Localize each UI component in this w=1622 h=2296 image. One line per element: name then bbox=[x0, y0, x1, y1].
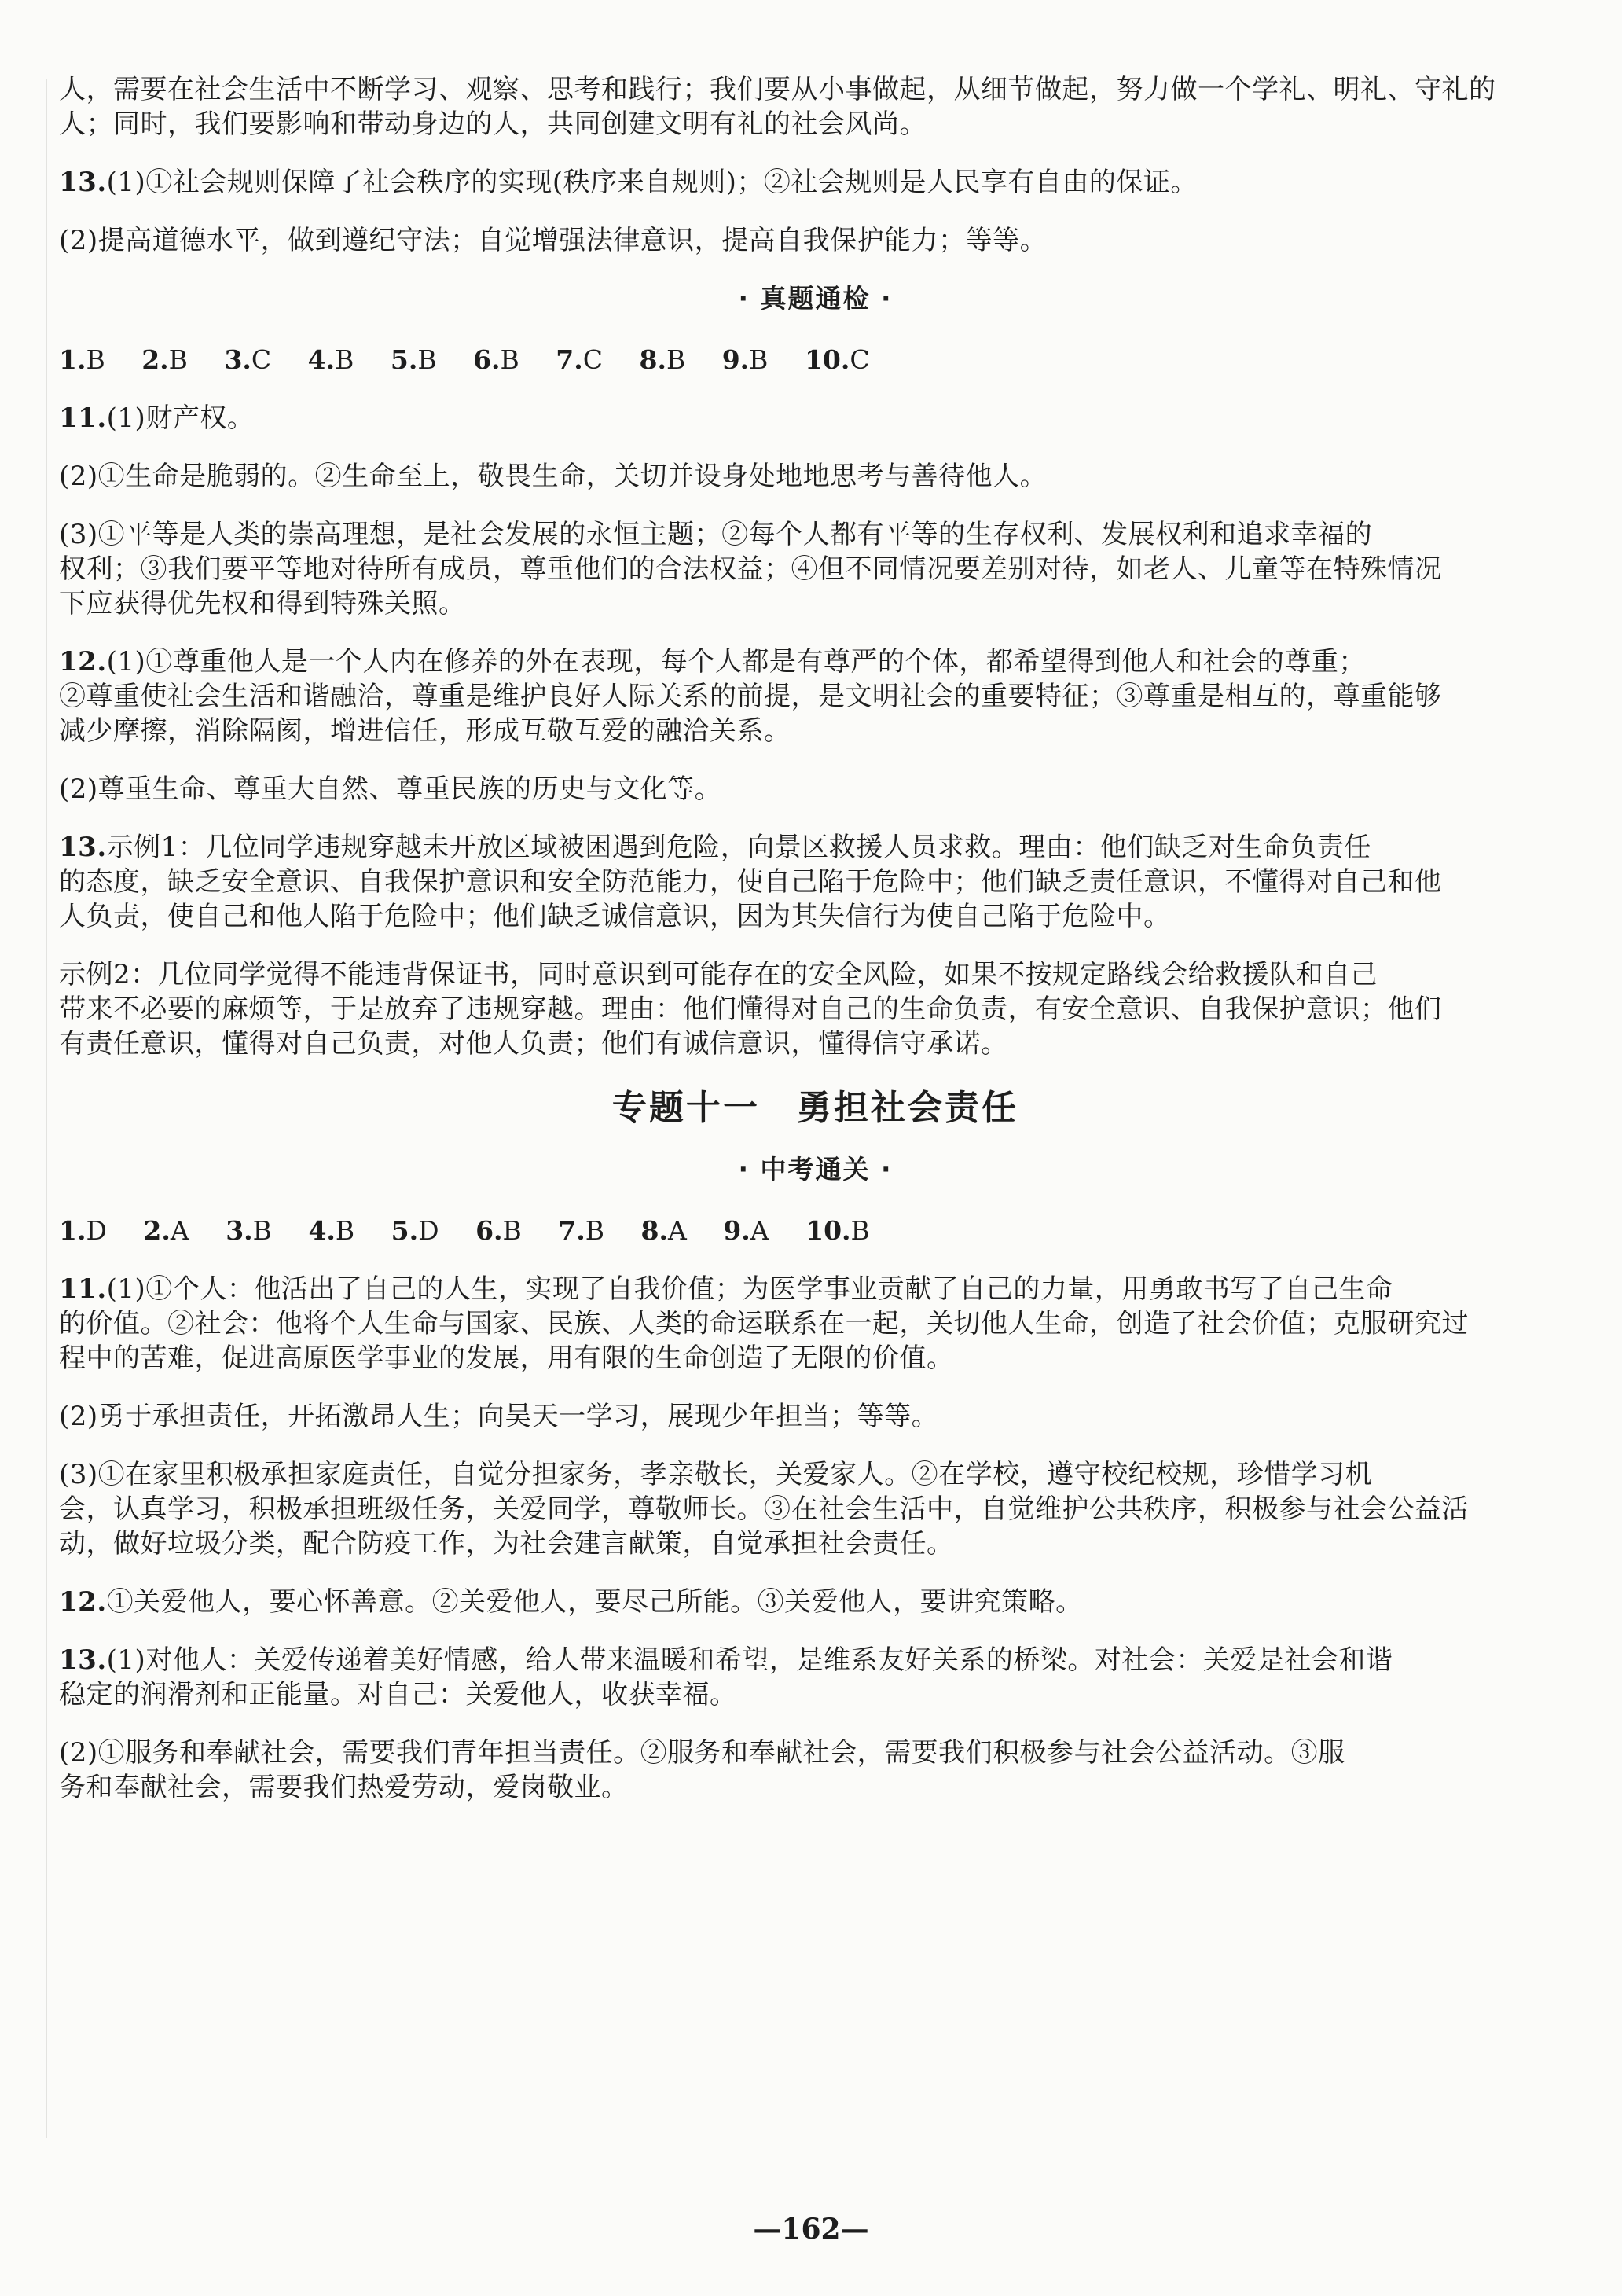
text-line: (3)①在家里积极承担家庭责任，自觉分担家务，孝亲敬长，关爱家人。②在学校，遵守校纪校规，珍惜学习机 bbox=[59, 1459, 1373, 1490]
choice-letter: B bbox=[666, 344, 686, 375]
choice-number: 6. bbox=[473, 344, 501, 375]
text-line bbox=[59, 165, 1572, 200]
answer-paragraph bbox=[59, 1399, 1572, 1434]
choice-number: 10. bbox=[805, 1215, 851, 1246]
choice-number: 7. bbox=[556, 344, 583, 375]
question-12-block bbox=[59, 645, 1572, 748]
answer-text: ①关爱他人，要心怀善意。②关爱他人，要尽己所能。③关爱他人，要讲究策略。 bbox=[106, 1586, 1083, 1618]
choice-answer bbox=[308, 1214, 354, 1248]
text-line bbox=[59, 401, 1572, 435]
text-line: (2)提高道德水平，做到遵纪守法；自觉增强法律意识，提高自我保护能力；等等。 bbox=[59, 225, 1048, 256]
choice-letter: B bbox=[86, 344, 105, 375]
choice-letter: C bbox=[251, 344, 272, 375]
choice-number: 6. bbox=[475, 1215, 503, 1246]
choice-answer bbox=[473, 343, 519, 377]
choice-number: 2. bbox=[141, 344, 169, 375]
choice-number: 8. bbox=[639, 344, 666, 375]
choice-answer bbox=[391, 343, 437, 377]
page-number: —162— bbox=[753, 2213, 869, 2246]
text-line: 人；同时，我们要影响和带动身边的人，共同创建文明有礼的社会风尚。 bbox=[59, 108, 927, 140]
choice-letter: A bbox=[170, 1215, 189, 1246]
choice-letter: B bbox=[500, 344, 519, 375]
answer-paragraph bbox=[59, 517, 1572, 621]
question-number: 13. bbox=[59, 1644, 107, 1676]
text-line: 务和奉献社会，需要我们热爱劳动，爱岗敬业。 bbox=[59, 1772, 629, 1803]
choice-answer bbox=[805, 343, 870, 377]
choice-answer bbox=[224, 343, 271, 377]
choice-number: 8. bbox=[640, 1215, 668, 1246]
choice-answer bbox=[475, 1214, 522, 1248]
question-12-block bbox=[59, 1585, 1572, 1619]
question-number: 12. bbox=[59, 646, 107, 678]
text-line: 会，认真学习，积极承担班级任务，关爱同学，尊敬师长。③在社会生活中，自觉维护公共秩序，积极参与社会公益活 bbox=[59, 1493, 1469, 1525]
choice-answer bbox=[723, 1214, 769, 1248]
text-line: 减少摩擦，消除隔阂，增进信任，形成互敬互爱的融洽关系。 bbox=[59, 715, 791, 747]
text-line: 动，做好垃圾分类，配合防疫工作，为社会建言献策，自觉承担社会责任。 bbox=[59, 1528, 954, 1559]
choice-number: 9. bbox=[723, 1215, 750, 1246]
choice-answer bbox=[141, 343, 188, 377]
choice-letter: D bbox=[86, 1215, 107, 1246]
text-line: (3)①平等是人类的崇高理想，是社会发展的永恒主题；②每个人都有平等的生存权利、发展权利和追求幸福的 bbox=[59, 519, 1373, 550]
choice-answer bbox=[558, 1214, 604, 1248]
choice-letter: A bbox=[750, 1215, 769, 1246]
question-13-block bbox=[59, 830, 1572, 934]
choice-number: 4. bbox=[308, 1215, 336, 1246]
section-heading: · 真题通检 · bbox=[738, 283, 893, 314]
text-line: ②尊重使社会生活和谐融洽，尊重是维护良好人际关系的前提，是文明社会的重要特征；③尊重是相互的，尊重能够 bbox=[59, 681, 1442, 712]
question-number: 11. bbox=[59, 1273, 107, 1305]
question-13-block bbox=[59, 165, 1572, 200]
choice-number: 10. bbox=[804, 344, 850, 375]
choice-letter: B bbox=[252, 1215, 272, 1246]
answer-text: (1)财产权。 bbox=[106, 402, 255, 434]
choice-letter: A bbox=[667, 1215, 687, 1246]
choice-answers-row bbox=[59, 1214, 1572, 1248]
choice-number: 7. bbox=[558, 1215, 585, 1246]
choice-answer bbox=[143, 1214, 189, 1248]
choice-letter: B bbox=[168, 344, 188, 375]
text-line: (2)①生命是脆弱的。②生命至上，敬畏生命，关切并设身处地地思考与善待他人。 bbox=[59, 461, 1048, 492]
text-line: 下应获得优先权和得到特殊关照。 bbox=[59, 588, 466, 619]
text-line bbox=[59, 830, 1572, 865]
margin-rule bbox=[46, 79, 47, 2138]
text-line: 程中的苦难，促进高原医学事业的发展，用有限的生命创造了无限的价值。 bbox=[59, 1343, 954, 1374]
choice-number: 5. bbox=[391, 1215, 419, 1246]
answer-paragraph bbox=[59, 957, 1572, 1061]
choice-number: 9. bbox=[721, 344, 750, 375]
text-line: 稳定的润滑剂和正能量。对自己：关爱他人，收获幸福。 bbox=[59, 1679, 737, 1710]
text-line: 权利；③我们要平等地对待所有成员，尊重他们的合法权益；④但不同情况要差别对待，如老人、儿童等在特殊情况 bbox=[59, 553, 1442, 585]
answer-paragraph bbox=[59, 223, 1572, 258]
text-line bbox=[59, 1643, 1572, 1677]
text-line: (2)尊重生命、尊重大自然、尊重民族的历史与文化等。 bbox=[59, 773, 722, 805]
answer-text: (1)①社会规则保障了社会秩序的实现(秩序来自规则)；②社会规则是人民享有自由的保证。 bbox=[106, 167, 1198, 198]
answer-text: (1)①个人：他活出了自己的人生，实现了自我价值；为医学事业贡献了自己的力量，用勇敢书写了自己生命 bbox=[106, 1273, 1393, 1305]
choice-number: 3. bbox=[224, 344, 251, 375]
answer-page bbox=[59, 72, 1572, 1828]
choice-number: 3. bbox=[226, 1215, 253, 1246]
question-13-block bbox=[59, 1643, 1572, 1712]
choice-answer bbox=[805, 1214, 870, 1248]
answer-text: (1)①尊重他人是一个人内在修养的外在表现，每个人都是有尊严的个体，都希望得到他人和社会的尊重； bbox=[106, 646, 1366, 678]
question-11-block bbox=[59, 401, 1572, 435]
answer-paragraph bbox=[59, 1736, 1572, 1805]
choice-letter: C bbox=[582, 344, 603, 375]
choice-answer bbox=[722, 343, 769, 377]
chapter-title: 专题十一 勇担社会责任 bbox=[612, 1088, 1018, 1128]
choice-answers-row bbox=[59, 343, 1572, 377]
text-line: 示例2：几位同学觉得不能违背保证书，同时意识到可能存在的安全风险，如果不按规定路线会给救援队和自己 bbox=[59, 959, 1378, 990]
answer-text: 示例1：几位同学违规穿越未开放区域被困遇到危险，向景区救援人员求救。理由：他们缺乏对生命负责任 bbox=[106, 832, 1371, 863]
choice-letter: B bbox=[502, 1215, 522, 1246]
answer-paragraph bbox=[59, 459, 1572, 494]
continued-paragraph bbox=[59, 72, 1572, 141]
choice-answer bbox=[59, 1214, 107, 1248]
choice-letter: B bbox=[417, 344, 437, 375]
text-line: 人，需要在社会生活中不断学习、观察、思考和践行；我们要从小事做起，从细节做起，努力做一个学礼、明礼、守礼的 bbox=[59, 74, 1496, 105]
choice-letter: B bbox=[335, 1215, 355, 1246]
choice-letter: C bbox=[850, 344, 870, 375]
choice-answer bbox=[226, 1214, 272, 1248]
choice-answer bbox=[641, 1214, 687, 1248]
choice-letter: B bbox=[585, 1215, 605, 1246]
choice-number: 5. bbox=[390, 344, 418, 375]
question-number: 12. bbox=[59, 1586, 107, 1618]
choice-answer bbox=[391, 1214, 439, 1248]
question-11-block bbox=[59, 1272, 1572, 1376]
choice-answer bbox=[59, 343, 105, 377]
choice-letter: B bbox=[749, 344, 769, 375]
section-heading: · 中考通关 · bbox=[738, 1154, 893, 1185]
choice-answer bbox=[640, 343, 686, 377]
choice-letter: B bbox=[850, 1215, 870, 1246]
text-line bbox=[59, 1585, 1572, 1619]
choice-answer bbox=[556, 343, 603, 377]
choice-number: 4. bbox=[307, 344, 336, 375]
text-line: (2)勇于承担责任，开拓激昂人生；向吴天一学习，展现少年担当；等等。 bbox=[59, 1401, 939, 1432]
text-line: 的价值。②社会：他将个人生命与国家、民族、人类的命运联系在一起，关切他人生命，创造了社会价值；克服研究过 bbox=[59, 1308, 1469, 1339]
text-line: 有责任意识，懂得对自己负责，对他人负责；他们有诚信意识，懂得信守承诺。 bbox=[59, 1028, 1008, 1060]
text-line bbox=[59, 645, 1572, 679]
text-line: (2)①服务和奉献社会，需要我们青年担当责任。②服务和奉献社会，需要我们积极参与社会公益活动。③服 bbox=[59, 1737, 1345, 1769]
text-line: 的态度，缺乏安全意识、自我保护意识和安全防范能力，使自己陷于危险中；他们缺乏责任意识，不懂得对自己和他 bbox=[59, 866, 1442, 898]
choice-answer bbox=[308, 343, 354, 377]
choice-number: 1. bbox=[59, 344, 86, 375]
text-line bbox=[59, 1272, 1572, 1306]
question-number: 11. bbox=[59, 402, 107, 434]
question-number: 13. bbox=[59, 832, 107, 863]
choice-number: 1. bbox=[59, 1215, 86, 1246]
choice-letter: D bbox=[418, 1215, 439, 1246]
text-line: 人负责，使自己和他人陷于危险中；他们缺乏诚信意识，因为其失信行为使自己陷于危险中。 bbox=[59, 901, 1171, 932]
choice-number: 2. bbox=[143, 1215, 171, 1246]
text-line: 带来不必要的麻烦等，于是放弃了违规穿越。理由：他们懂得对自己的生命负责，有安全意识、自我保护意识；他们 bbox=[59, 994, 1442, 1025]
answer-paragraph bbox=[59, 772, 1572, 806]
choice-letter: B bbox=[335, 344, 354, 375]
question-number: 13. bbox=[59, 167, 107, 198]
answer-paragraph bbox=[59, 1457, 1572, 1561]
answer-text: (1)对他人：关爱传递着美好情感，给人带来温暖和希望，是维系友好关系的桥梁。对社会：关爱是社会和谐 bbox=[106, 1644, 1393, 1676]
